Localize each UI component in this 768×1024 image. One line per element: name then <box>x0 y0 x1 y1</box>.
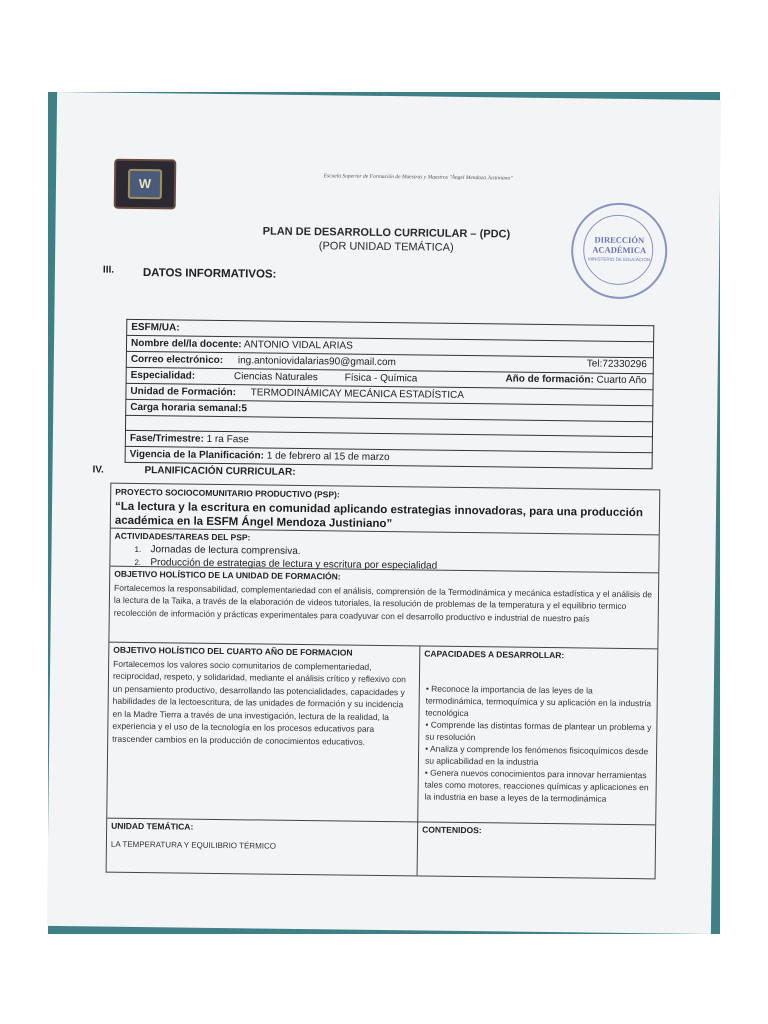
section-3-number: III. <box>102 264 115 276</box>
section-4-label: PLANIFICACIÓN CURRICULAR: <box>144 465 296 478</box>
row-esfm: ESFM/UA: <box>127 319 654 341</box>
seal-subtext: MINISTERIO DE EDUCACIÓN <box>588 256 651 263</box>
objetivo-capacidades-row <box>107 642 657 826</box>
capacidades-cell <box>418 645 657 824</box>
list-item: 1. Jornadas de lectura comprensiva. <box>134 543 301 557</box>
institution-name: Escuela Superior de Formación de Maestras y Maestros "Ángel Mendoza Justiniano" <box>323 173 513 182</box>
planificacion-table <box>106 483 661 880</box>
seal-text: DIRECCIÓN ACADÉMICA <box>592 234 647 256</box>
row-fase: Fase/Trimestre: 1 ra Fase <box>125 430 652 452</box>
list-item: • Genera nuevos conocimientos para innovar herramientas tales como motores, reacciones químicas y aplicaciones en la industria en base a leyes de la termodinámica <box>424 767 649 804</box>
anio-formacion: Año de formación: Cuarto Año <box>505 373 647 387</box>
psp-row <box>111 484 660 536</box>
unidad-tematica-cell <box>107 818 419 876</box>
unidad-tematica-row <box>107 818 656 879</box>
list-item: • Analiza y comprende los fenómenos fisicoquímicos desde su aplicabilidad en la industria <box>424 743 649 767</box>
section-4-number: IV. <box>92 464 104 476</box>
unidad-tematica-label: UNIDAD TEMÁTICA: <box>111 820 194 832</box>
actividades-label: ACTIVIDADES/TAREAS DEL PSP: <box>114 530 251 543</box>
row-correo: Correo electrónico: ing.antoniovidalarias90@gmail.com Tel:72330296 <box>126 351 653 373</box>
row-docente: Nombre del/la docente: ANTONIO VIDAL ARIAS <box>126 335 653 357</box>
objetivo-anio-cell <box>107 642 420 822</box>
docente-name: ANTONIO VIDAL ARIAS <box>243 339 353 352</box>
list-item: • Comprende las distintas formas de plantear un problema y su resolución <box>425 719 652 742</box>
email-value: ing.antoniovidalarias90@gmail.com <box>237 355 396 369</box>
row-carga: Carga horaria semanal:5 <box>126 399 653 421</box>
list-item: 2. Producción de estrategias de lectura y escritura por especialidad <box>134 556 438 572</box>
row-especialidad: Especialidad: Ciencias Naturales Física - Química Año de formación: Cuarto Año <box>126 367 653 389</box>
title-line-2: (POR UNIDAD TEMÁTICA) <box>318 240 454 254</box>
contenidos-cell <box>418 821 656 878</box>
objetivo-uf-row <box>109 566 658 650</box>
psp-label: PROYECTO SOCIOCOMUNITARIO PRODUCTIVO (PSP): <box>115 486 340 500</box>
objetivo-uf-label: OBJETIVO HOLÍSTICO DE LA UNIDAD DE FORMACIÓN: <box>114 568 341 582</box>
datos-informativos-table <box>125 319 655 469</box>
document-page <box>47 92 721 934</box>
list-item: • Reconoce la importancia de las leyes de la termodinámica, termoquímica y su aplicación en la industria tecnológica <box>425 683 652 718</box>
direccion-academica-seal <box>571 202 668 299</box>
logo-emblem: W <box>128 169 162 199</box>
psp-text: “La lectura y la escritura en comunidad aplicando estrategias innovadoras, para una producción académica en la ESFM Ángel Mendoza Justiniano” <box>114 500 643 530</box>
capacidades-list <box>418 660 657 805</box>
contenidos-label: CONTENIDOS: <box>422 824 482 836</box>
objetivo-anio-label: OBJETIVO HOLÍSTICO DEL CUARTO AÑO DE FORMACION <box>113 644 353 658</box>
unidad-tematica-value: LA TEMPERATURA Y EQUILIBRIO TÉRMICO <box>110 839 277 851</box>
phone-value: Tel:72330296 <box>586 358 647 371</box>
institution-logo <box>114 159 177 210</box>
title-line-1: PLAN DE DESARROLLO CURRICULAR – (PDC) <box>262 225 511 241</box>
row-vigencia: Vigencia de la Planificación: 1 de febrero al 15 de marzo <box>125 446 652 468</box>
page-title <box>251 224 521 255</box>
row-unidad: Unidad de Formación: TERMODINÁMICAY MECÁNICA ESTADÍSTICA <box>126 383 653 405</box>
objetivo-anio-text: Fortalecemos los valores socio comunitarios de complementariedad, reciprocidad, respeto, y solidaridad, mediante el análisis crítico y reflexivo con un pensamiento productivo, desarrollando las potencialidades, capacidades y habilidades de la lectoescritura, de las unidades de formación y su incidencia en la Madre Tierra a través de una investigación, lectura de la realidad, la experiencia y el uso de la tecnología en los procesos educativos para trascender cambios en la producción de conocimientos educativos. <box>112 658 406 747</box>
objetivo-uf-text: Fortalecemos la responsabilidad, complementariedad con el análisis, comprensión de la Termodinámica y mecánica estadística y el análisis de la lectura de la Taika, a través de la elaboración de videos tutoriales, la resolución de problemas de la temperatura y el equilibrio termico recolección de información y prácticas experimentales para coadyuvar con el desarrollo productivo e industrial de nuestro país <box>113 582 653 624</box>
capacidades-label: CAPACIDADES A DESARROLLAR: <box>424 648 565 661</box>
section-3-label: DATOS INFORMATIVOS: <box>142 267 277 281</box>
